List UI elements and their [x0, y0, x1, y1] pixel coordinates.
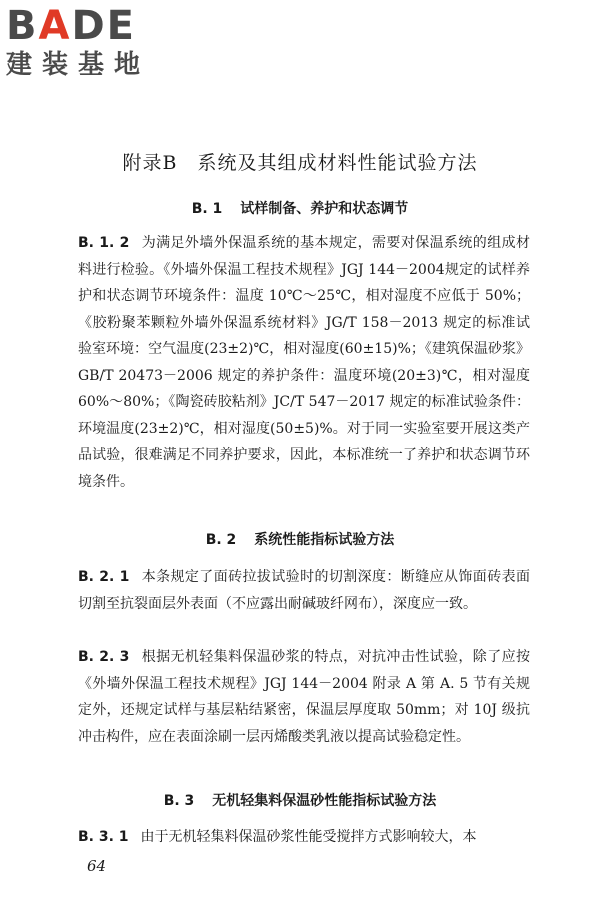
brand-logo [6, 4, 176, 82]
section-number: B. 1 [191, 201, 223, 217]
clause-number: B. 3. 1 [78, 829, 129, 845]
section-number: B. 2 [205, 532, 237, 548]
appendix-title: 附录B 系统及其组成材料性能试验方法 [122, 152, 478, 174]
logo-letters-de: DE [71, 3, 136, 49]
clause-text: 由于无机轻集料保温砂浆性能受搅拌方式影响较大，本 [140, 829, 477, 845]
section-heading-b2 [0, 529, 600, 549]
clause-text: 根据无机轻集料保温砂浆的特点，对抗冲击性试验，除了应按《外墙外保温工程技术规程》JGJ 144－2004 附录 A 第 A. 5 节有关规定外，还规定试样与基层粘结紧密，保温层厚度取 50mm；对 10J 级抗冲击构件，应在表面涂刷一层丙烯酸类乳液以提高试验稳定性。 [78, 649, 530, 745]
section-title: 试样制备、养护和状态调节 [240, 201, 409, 217]
clause-number: B. 2. 3 [78, 649, 130, 665]
logo-letter-a: A [38, 3, 72, 49]
logo-wordmark [6, 4, 176, 48]
clause-number: B. 2. 1 [78, 569, 130, 585]
clause-text: 本条规定了面砖拉拔试验时的切割深度：断缝应从饰面砖表面切割至抗裂面层外表面（不应露出耐碱玻纤网布），深度应一致。 [78, 569, 530, 612]
clause-number: B. 1. 2 [78, 235, 130, 251]
section-title: 系统性能指标试验方法 [254, 532, 395, 548]
clause-b-1-2 [78, 230, 530, 495]
logo-subtitle: 建装基地 [6, 50, 151, 80]
clause-b-2-1 [78, 564, 530, 617]
section-number: B. 3 [163, 793, 195, 809]
page-number: 64 [87, 857, 107, 875]
logo-letter-b: B [6, 3, 39, 49]
clause-text: 为满足外墙外保温系统的基本规定，需要对保温系统的组成材料进行检验。《外墙外保温工程技术规程》JGJ 144－2004规定的试样养护和状态调节环境条件：温度 10℃～25℃，相对湿度不应低于 50%；《胶粉聚苯颗粒外墙外保温系统材料》JG/T 158－2013 规定的标准试验室环境：空气温度(23±2)℃，相对湿度(60±15)%；《建筑保温砂浆》GB/T 20473－2006 规定的养护条件：温度环境(20±3)℃，相对湿度 60%～80%；《陶瓷砖胶粘剂》JC/T 547－2017 规定的标准试验条件：环境温度(23±2)℃，相对湿度(50±5)%。对于同一实验室要开展这类产品试验，很难满足不同养护要求，因此，本标准统一了养护和状态调节环境条件。 [78, 235, 530, 490]
clause-b-2-3 [78, 644, 530, 750]
section-heading-b1 [0, 198, 600, 218]
section-title: 无机轻集料保温砂性能指标试验方法 [212, 793, 437, 809]
section-heading-b3 [0, 790, 600, 810]
clause-b-3-1 [78, 824, 530, 851]
